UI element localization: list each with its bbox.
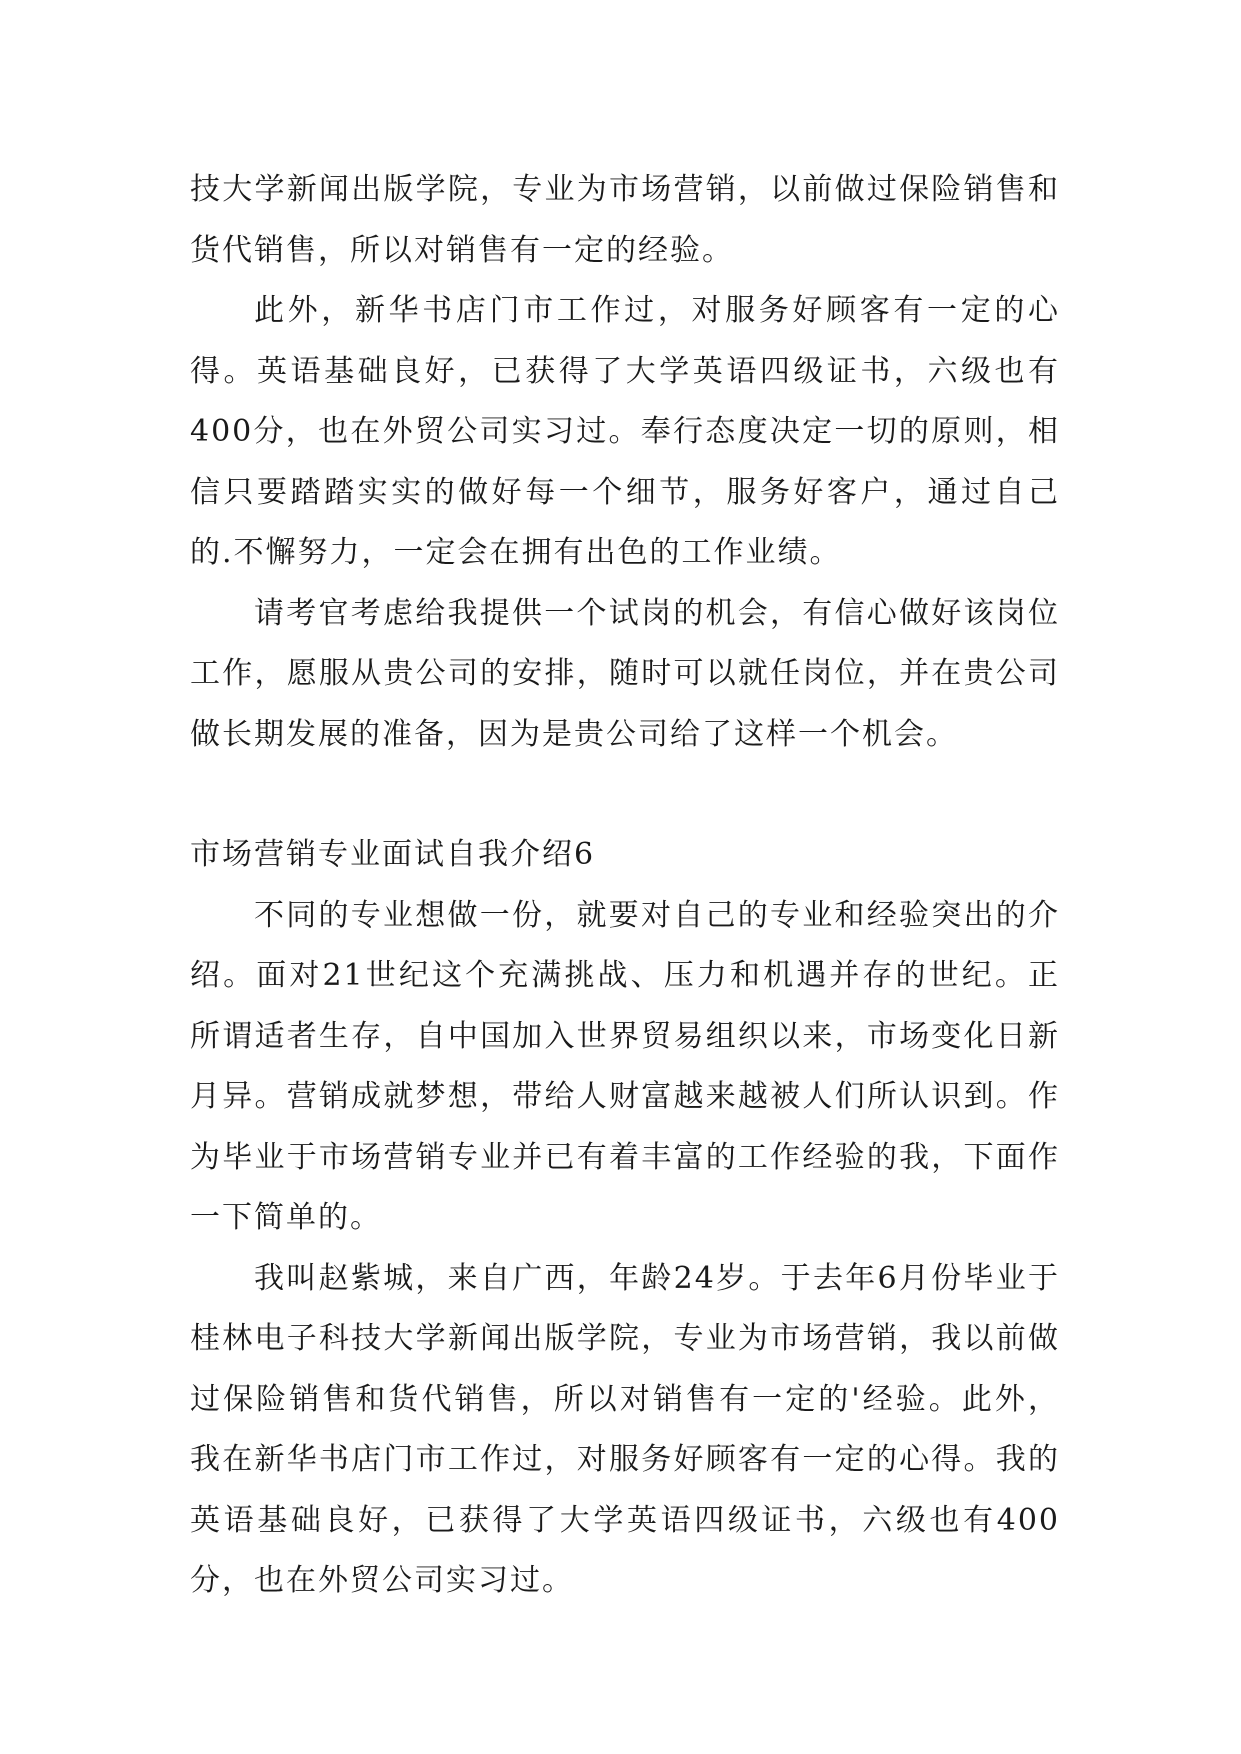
paragraph-continued: 技大学新闻出版学院，专业为市场营销，以前做过保险销售和货代销售，所以对销售有一定的经验。 (190, 172, 1060, 268)
paragraph-request: 请考官考虑给我提供一个试岗的机会，有信心做好该岗位工作，愿服从贵公司的安排，随时可以就任岗位，并在贵公司做长期发展的准备，因为是贵公司给了这样一个机会。 (190, 595, 1060, 752)
paragraph-experience: 此外，新华书店门市工作过，对服务好顾客有一定的心得。英语基础良好，已获得了大学英语四级证书，六级也有400分，也在外贸公司实习过。奉行态度决定一切的原则，相信只要踏踏实实的做好每一个细节，服务好客户，通过自己的.不懈努力，一定会在拥有出色的工作业绩。 (190, 293, 1060, 570)
section-paragraph-self: 我叫赵紫城，来自广西，年龄24岁。于去年6月份毕业于桂林电子科技大学新闻出版学院，专业为市场营销，我以前做过保险销售和货代销售，所以对销售有一定的'经验。此外，我在新华书店门市工作过，对服务好顾客有一定的心得。我的英语基础良好，已获得了大学英语四级证书，六级也有400分，也在外贸公司实习过。 (190, 1260, 1060, 1598)
section-title: 市场营销专业面试自我介绍6 (190, 837, 596, 872)
section-paragraph-intro: 不同的专业想做一份，就要对自己的专业和经验突出的介绍。面对21世纪这个充满挑战、压力和机遇并存的世纪。正所谓适者生存，自中国加入世界贸易组织以来，市场变化日新月异。营销成就梦想，带给人财富越来越被人们所认识到。作为毕业于市场营销专业并已有着丰富的工作经验的我，下面作一下简单的。 (190, 897, 1060, 1235)
document-body (190, 160, 1060, 1612)
